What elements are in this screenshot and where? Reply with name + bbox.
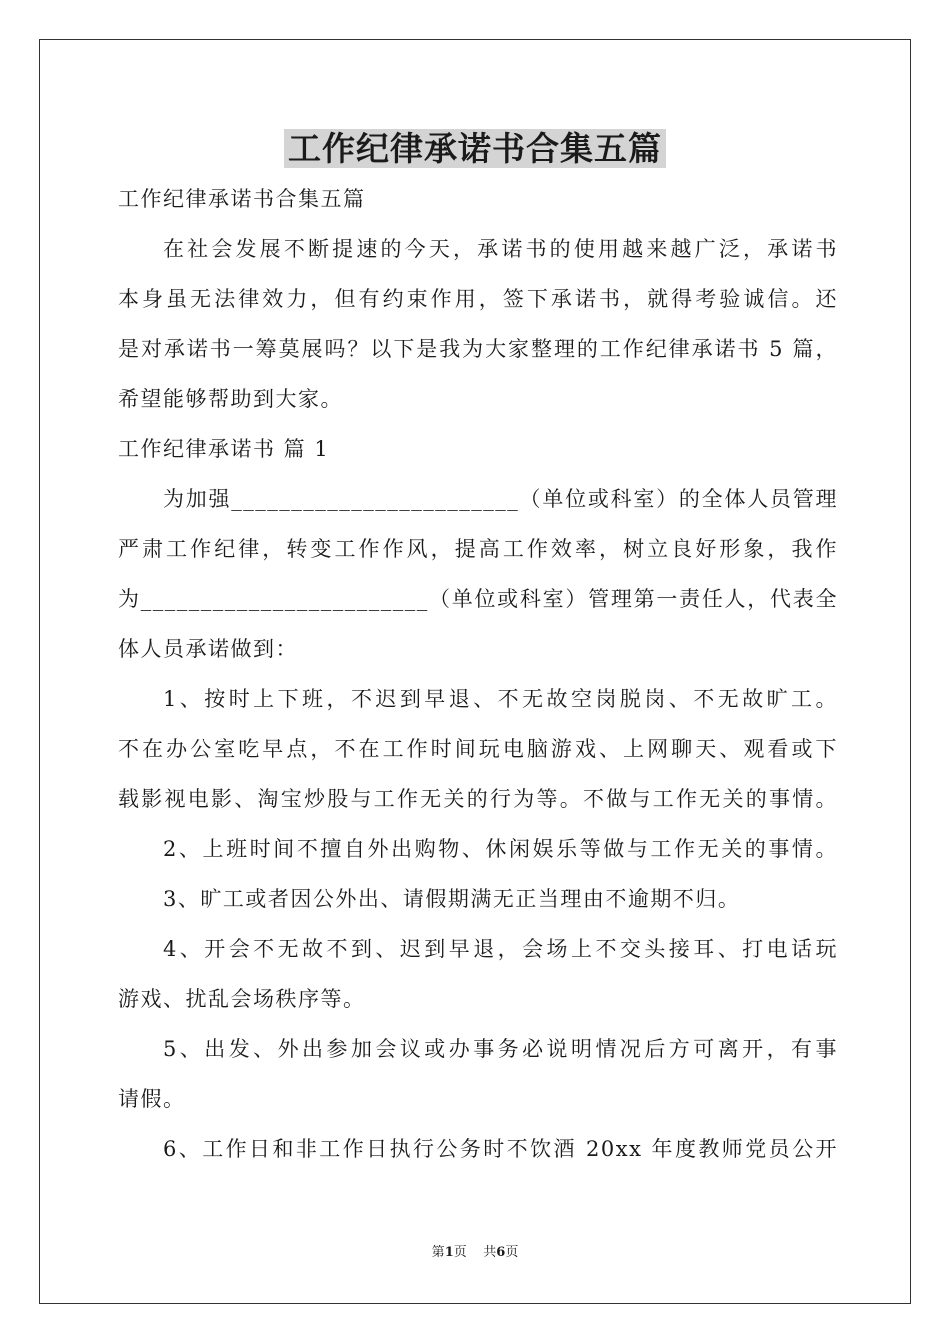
paragraph-line: 本身虽无法律效力，但有约束作用，签下承诺书，就得考验诚信。还 xyxy=(118,287,838,311)
paragraph-line: 是对承诺书一筹莫展吗？以下是我为大家整理的工作纪律承诺书 5 篇， xyxy=(118,337,838,361)
footer-prefix: 第 xyxy=(431,1245,445,1260)
footer-total-pages: 6 xyxy=(496,1245,506,1260)
footer-middle: 页 共 xyxy=(453,1245,497,1260)
list-item-line: 4、开会不无故不到、迟到早退，会场上不交头接耳、打电话玩 xyxy=(163,937,838,961)
page-footer xyxy=(0,1244,950,1262)
subtitle-line: 工作纪律承诺书合集五篇 xyxy=(118,187,366,211)
paragraph-line: 在社会发展不断提速的今天，承诺书的使用越来越广泛，承诺书 xyxy=(163,237,838,261)
list-item-line: 不在办公室吃早点，不在工作时间玩电脑游戏、上网聊天、观看或下 xyxy=(118,737,838,761)
list-item-line: 载影视电影、淘宝炒股与工作无关的行为等。不做与工作无关的事情。 xyxy=(118,787,838,811)
paragraph-line: 希望能够帮助到大家。 xyxy=(118,387,343,411)
list-item-line: 1、按时上下班，不迟到早退、不无故空岗脱岗、不无故旷工。 xyxy=(163,687,838,711)
list-item-line: 请假。 xyxy=(118,1087,186,1111)
list-item-line: 6、工作日和非工作日执行公务时不饮酒 20xx 年度教师党员公开 xyxy=(163,1137,838,1161)
list-item-line: 游戏、扰乱会场秩序等。 xyxy=(118,987,366,1011)
list-item-line: 2、上班时间不擅自外出购物、休闲娱乐等做与工作无关的事情。 xyxy=(163,837,838,861)
footer-page-number: 1 xyxy=(444,1245,454,1260)
paragraph-line: 体人员承诺做到： xyxy=(118,637,298,661)
footer-suffix: 页 xyxy=(505,1245,519,1260)
document-title: 工作纪律承诺书合集五篇 xyxy=(0,124,950,174)
list-item-line: 5、出发、外出参加会议或办事务必说明情况后方可离开，有事 xyxy=(163,1037,838,1061)
paragraph-line: 为________________________（单位或科室）管理第一责任人，代表全 xyxy=(118,587,838,611)
page-border xyxy=(39,39,911,1304)
paragraph-line: 为加强________________________（单位或科室）的全体人员管理 xyxy=(163,487,838,511)
paragraph-line: 严肃工作纪律，转变工作作风，提高工作效率，树立良好形象，我作 xyxy=(118,537,838,561)
list-item-line: 3、旷工或者因公外出、请假期满无正当理由不逾期不归。 xyxy=(163,887,741,911)
section-heading: 工作纪律承诺书 篇 1 xyxy=(118,437,330,461)
